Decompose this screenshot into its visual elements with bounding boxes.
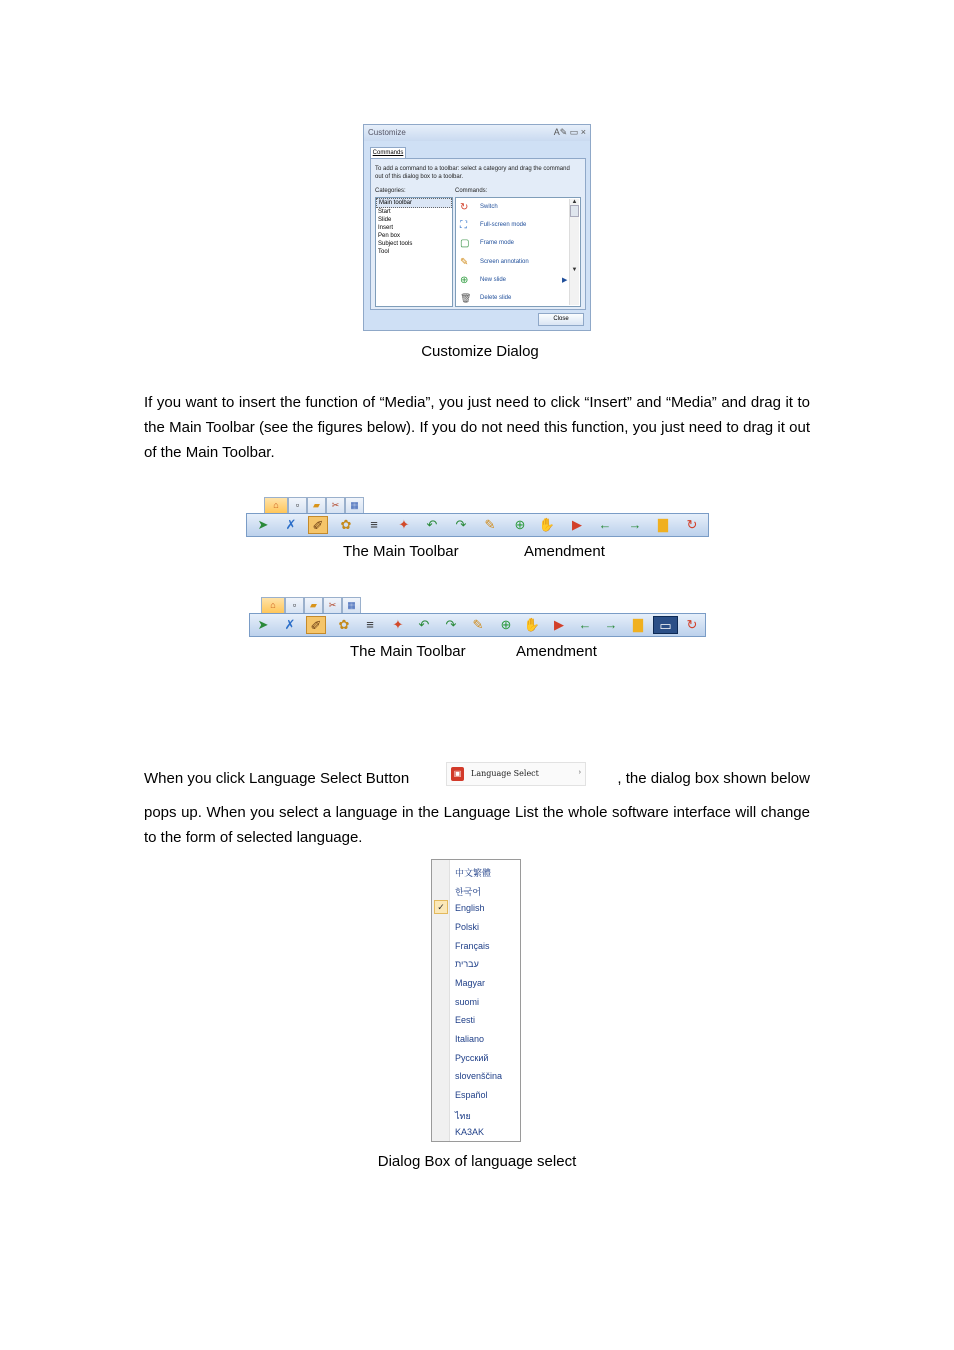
redo-icon[interactable]: ↷ (455, 517, 467, 532)
brush-icon[interactable]: ✐ (306, 616, 326, 634)
paragraph-lang-line1-a: When you click Language Select Button (144, 770, 410, 787)
tools-tab-icon[interactable]: ▦ (342, 597, 361, 613)
folder-icon[interactable]: ▇ (658, 517, 668, 532)
command-label: Delete slide (480, 295, 512, 301)
switch-icon[interactable]: ↻ (686, 517, 698, 532)
language-item[interactable]: 한국어 (455, 887, 482, 897)
caption-toolbar2-left: The Main Toolbar (350, 643, 466, 660)
language-item[interactable]: 中文繁體 (455, 868, 492, 878)
previous-page-icon[interactable]: ← (598, 517, 612, 532)
command-delete-slide[interactable] (458, 291, 568, 307)
toolbar-bar (249, 613, 706, 637)
play-page-icon[interactable]: ▶ (554, 617, 564, 632)
commands-list[interactable] (455, 197, 581, 307)
categories-list[interactable] (375, 197, 453, 307)
eraser-icon[interactable]: ✦ (392, 617, 404, 632)
chevron-right-icon: › (578, 769, 581, 776)
pen-tab-icon[interactable]: ✂ (326, 497, 345, 513)
hand-icon[interactable]: ✋ (523, 617, 541, 632)
new-slide-icon: ⊕ (460, 275, 469, 286)
next-page-icon[interactable]: → (628, 517, 642, 532)
paragraph-media: If you want to insert the function of “Media”, you just need to click “Insert” and “Media” and drag it to the Main Toolbar (see the figures below). If you do not need this function, you just need to drag it out of the Main Toolbar. (144, 394, 810, 461)
command-label: Frame mode (480, 240, 515, 246)
insert-tab-icon[interactable]: ▰ (307, 497, 326, 513)
command-switch[interactable] (458, 200, 568, 216)
annotation-icon[interactable]: ✎ (484, 517, 496, 532)
language-item[interactable]: עברית (455, 959, 479, 969)
paragraph-lang-rest: pops up. When you select a language in the Language List the whole software interface will change to the form of selected language. (144, 804, 810, 846)
language-item[interactable]: Italiano (455, 1034, 485, 1044)
pen-icon[interactable]: ✗ (284, 617, 296, 632)
delete-slide-icon: 🗑 (460, 293, 472, 303)
next-page-icon[interactable]: → (604, 617, 618, 632)
hand-icon[interactable]: ✋ (538, 517, 556, 532)
submenu-arrow-icon: ▶ (562, 277, 568, 284)
folder-icon[interactable]: ▇ (633, 617, 643, 632)
commands-label: Commands: (455, 188, 488, 194)
dialog-titlebar (364, 125, 590, 141)
help-text: To add a command to a toolbar: select a category and drag the command out of this dialog box to a toolbar. (375, 166, 570, 180)
category-item[interactable]: Subject tools (378, 241, 413, 247)
category-item[interactable]: Slide (378, 217, 392, 223)
page-tab-icon[interactable]: ▫ (285, 597, 304, 613)
switch-icon[interactable]: ↻ (686, 617, 698, 632)
eraser-icon[interactable]: ✦ (398, 517, 410, 532)
language-item[interactable]: Magyar (455, 978, 486, 988)
paragraph-lang-line1-b: , the dialog box shown below (617, 770, 810, 787)
main-toolbar-2 (249, 597, 706, 638)
category-item[interactable]: Tool (378, 249, 390, 255)
play-page-icon[interactable]: ▶ (572, 517, 582, 532)
language-item[interactable]: suomi (455, 997, 480, 1007)
fullscreen-icon: ⛶ (460, 220, 467, 231)
titlebar-icons[interactable]: A✎ ▭ × (553, 127, 586, 137)
palette-icon[interactable]: ✿ (338, 617, 350, 632)
tools-tab-icon[interactable]: ▦ (345, 497, 364, 513)
language-item[interactable]: Polski (455, 922, 480, 932)
language-flag-icon: ▣ (451, 767, 464, 781)
previous-page-icon[interactable]: ← (578, 617, 592, 632)
category-item[interactable]: Pen box (378, 233, 401, 239)
undo-icon[interactable]: ↶ (418, 617, 430, 632)
language-list[interactable] (431, 859, 521, 1142)
caption-toolbar1-right: Amendment (524, 543, 605, 560)
undo-icon[interactable]: ↶ (426, 517, 438, 532)
line-width-icon[interactable]: ≡ (370, 517, 378, 532)
language-select-button[interactable] (446, 762, 586, 786)
pen-tab-icon[interactable]: ✂ (323, 597, 342, 613)
media-icon[interactable]: ▭ (653, 616, 678, 634)
customize-dialog (363, 124, 591, 331)
new-page-icon[interactable]: ⊕ (514, 517, 526, 532)
command-frame[interactable] (458, 236, 568, 252)
command-new-slide[interactable] (458, 273, 568, 289)
annotation-icon[interactable]: ✎ (472, 617, 484, 632)
commands-panel (370, 158, 586, 310)
category-item[interactable]: Start (378, 209, 391, 215)
line-width-icon[interactable]: ≡ (366, 617, 374, 632)
caption-toolbar1-left: The Main Toolbar (343, 543, 459, 560)
command-fullscreen[interactable] (458, 218, 568, 234)
category-item[interactable]: Main toolbar (376, 198, 452, 208)
language-item-selected[interactable]: ✓ English (432, 899, 520, 917)
language-select-label: Language Select (471, 769, 539, 778)
categories-label: Categories: (375, 188, 406, 194)
language-item[interactable]: Español (455, 1090, 488, 1100)
command-label: Screen annotation (480, 259, 529, 265)
check-icon: ✓ (434, 900, 448, 914)
palette-icon[interactable]: ✿ (340, 517, 352, 532)
command-label: Switch (480, 204, 498, 210)
switch-icon: ↻ (460, 202, 469, 213)
frame-icon: ▢ (460, 238, 470, 249)
toolbar-bar (246, 513, 709, 537)
commands-scrollbar[interactable]: ▲ ▼ (569, 199, 579, 305)
dialog-title: Customize (368, 128, 406, 137)
category-item[interactable]: Insert (378, 225, 394, 231)
command-label: New slide (480, 277, 507, 283)
home-tab-icon[interactable]: ⌂ (261, 597, 285, 613)
tab-commands[interactable]: Commands (370, 147, 406, 159)
language-item[interactable]: ไทย (455, 1111, 471, 1121)
language-item[interactable]: KA3AK (455, 1127, 485, 1137)
caption-language: Dialog Box of language select (377, 1153, 577, 1170)
page-tab-icon[interactable]: ▫ (288, 497, 307, 513)
annotation-icon: ✎ (460, 257, 469, 268)
new-page-icon[interactable]: ⊕ (500, 617, 512, 632)
main-toolbar-1 (246, 497, 709, 538)
select-arrow-icon[interactable]: ➤ (257, 617, 269, 632)
language-item[interactable]: Français (455, 941, 490, 951)
select-arrow-icon[interactable]: ➤ (257, 517, 269, 532)
pen-icon[interactable]: ✗ (285, 517, 297, 532)
insert-tab-icon[interactable]: ▰ (304, 597, 323, 613)
home-tab-icon[interactable]: ⌂ (264, 497, 288, 513)
brush-icon[interactable]: ✐ (308, 516, 328, 534)
language-item[interactable]: Eesti (455, 1015, 476, 1025)
caption-customize: Customize Dialog (421, 343, 539, 360)
redo-icon[interactable]: ↷ (445, 617, 457, 632)
close-button[interactable]: Close (538, 313, 584, 326)
command-annotation[interactable] (458, 255, 568, 271)
language-item[interactable]: slovenščina (455, 1071, 503, 1081)
language-item[interactable]: Русский (455, 1053, 489, 1063)
command-label: Full-screen mode (480, 222, 527, 228)
caption-toolbar2-right: Amendment (516, 643, 597, 660)
